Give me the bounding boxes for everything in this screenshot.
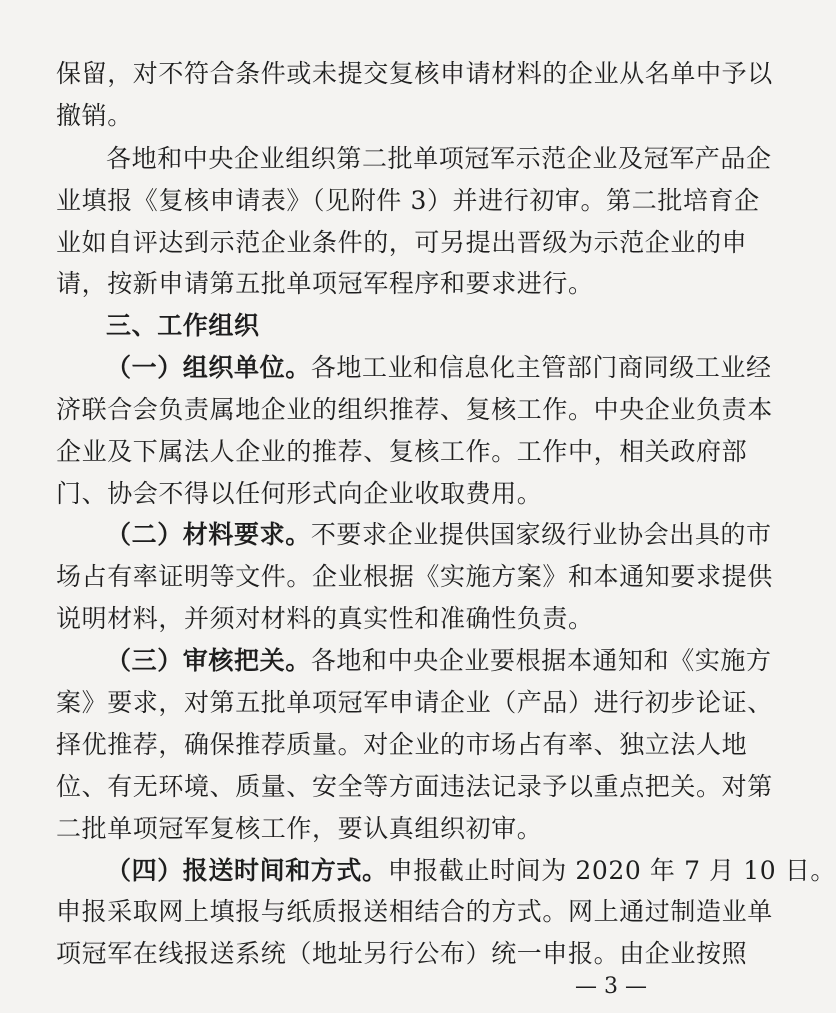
paragraph-6-line-2: 案》要求，对第五批单项冠军申请企业（产品）进行初步论证、 <box>56 688 773 717</box>
paragraph-7-line-1-text: 申报截止时间为 2020 年 7 月 10 日。 <box>387 856 836 885</box>
paragraph-4-lead: （一）组织单位。 <box>106 353 311 382</box>
paragraph-2-line-4: 请，按新申请第五批单项冠军程序和要求进行。 <box>56 269 594 298</box>
paragraph-6-line-4: 位、有无环境、质量、安全等方面违法记录予以重点把关。对第 <box>56 772 773 801</box>
paragraph-2-line-1: 各地和中央企业组织第二批单项冠军示范企业及冠军产品企 <box>106 144 772 173</box>
paragraph-4-line-2: 济联合会负责属地企业的组织推荐、复核工作。中央企业负责本 <box>56 395 773 424</box>
paragraph-2-line-2: 业填报《复核申请表》（见附件 3）并进行初审。第二批培育企 <box>56 186 760 215</box>
paragraph-5-line-1 <box>106 519 772 551</box>
paragraph-6-line-5: 二批单项冠军复核工作，要认真组织初审。 <box>56 814 543 843</box>
paragraph-1-line-1: 保留，对不符合条件或未提交复核申请材料的企业从名单中予以 <box>56 59 773 88</box>
paragraph-6-lead: （三）审核把关。 <box>106 646 311 675</box>
paragraph-4-line-1-text: 各地工业和信息化主管部门商同级工业经 <box>310 353 772 382</box>
paragraph-4-line-1 <box>106 352 772 384</box>
section-heading: 三、工作组织 <box>106 311 260 340</box>
paragraph-5-line-1-text: 不要求企业提供国家级行业协会出具的市 <box>310 520 772 549</box>
paragraph-6-line-1-text: 各地和中央企业要根据本通知和《实施方 <box>310 646 772 675</box>
paragraph-5-line-3: 说明材料，并须对材料的真实性和准确性负责。 <box>56 604 594 633</box>
paragraph-7-line-3: 项冠军在线报送系统（地址另行公布）统一申报。由企业按照 <box>56 939 748 968</box>
paragraph-6-line-3: 择优推荐，确保推荐质量。对企业的市场占有率、独立法人地 <box>56 730 748 759</box>
paragraph-1-line-2: 撤销。 <box>56 101 133 130</box>
paragraph-7-lead: （四）报送时间和方式。 <box>106 856 388 885</box>
paragraph-5-line-2: 场占有率证明等文件。企业根据《实施方案》和本通知要求提供 <box>56 562 773 591</box>
paragraph-6-line-1 <box>106 645 772 677</box>
page-number: — 3 — <box>575 974 647 999</box>
paragraph-2-line-3: 业如自评达到示范企业条件的，可另提出晋级为示范企业的申 <box>56 228 748 257</box>
paragraph-7-line-2: 申报采取网上填报与纸质报送相结合的方式。网上通过制造业单 <box>56 897 773 926</box>
paragraph-7-line-1 <box>106 855 836 887</box>
paragraph-4-line-4: 门、协会不得以任何形式向企业收取费用。 <box>56 479 543 508</box>
paragraph-5-lead: （二）材料要求。 <box>106 520 311 549</box>
paragraph-4-line-3: 企业及下属法人企业的推荐、复核工作。工作中，相关政府部 <box>56 437 748 466</box>
